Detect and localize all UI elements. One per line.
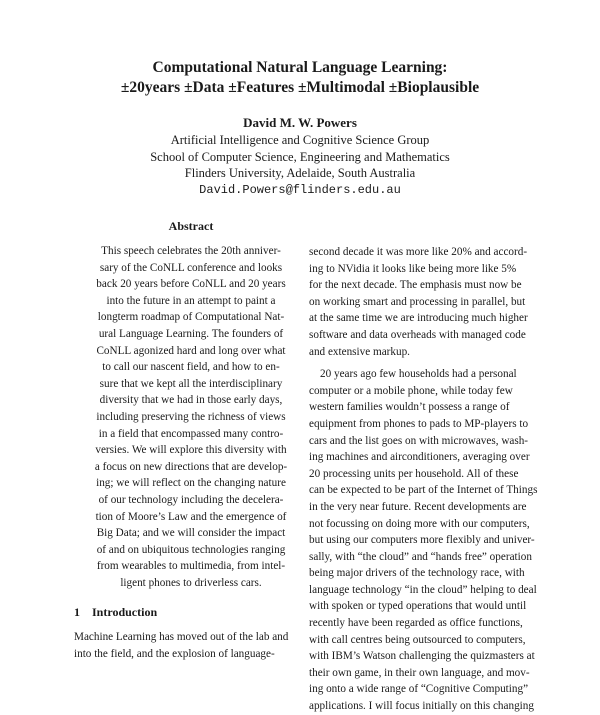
body-line: 20 years ago few households had a personal — [320, 368, 517, 381]
abstract-line: of and on ubiquitous technologies ranging — [96, 543, 286, 556]
abstract-line: a focus on new directions that are develop- — [94, 460, 288, 473]
abstract-line: Big Data; and we will consider the impact — [96, 527, 286, 540]
abstract-line: This speech celebrates the 20th anniver- — [101, 245, 281, 257]
affiliation-line: Flinders University, Adelaide, South Australia — [184, 166, 416, 180]
section-heading-introduction — [74, 604, 294, 620]
abstract-line: ing; we will reflect on the changing nature — [96, 477, 286, 490]
intro-line: Machine Learning has moved out of the lab and — [74, 631, 289, 644]
body-line: their own game, in their own language, and mov- — [309, 666, 530, 679]
abstract-line: of our technology including the decelera- — [98, 493, 284, 506]
abstract-line: sure that we kept all the interdisciplinary — [99, 377, 283, 390]
body-line: ing machines and airconditioners, averaging over — [309, 451, 530, 464]
abstract-line: in a field that encompassed many contro- — [98, 427, 284, 440]
body-line: language technology “in the cloud” helping to deal — [309, 583, 537, 596]
body-line: can be expected to be part of the Internet of Things — [309, 484, 538, 497]
abstract-line: ural Language Learning. The founders of — [98, 327, 284, 340]
right-paragraph-1 — [309, 244, 530, 360]
abstract-body — [88, 243, 294, 591]
section-number: 1 — [74, 605, 80, 620]
body-line: western families wouldn’t possess a range of — [309, 401, 510, 414]
body-line: but using our computers more flexibly and univer- — [309, 534, 535, 547]
abstract-line: tion of Moore’s Law and the emergence of — [95, 510, 287, 523]
abstract-line: back 20 years before CoNLL and 20 years — [96, 278, 286, 291]
author-email[interactable]: David.Powers@flinders.edu.au — [199, 182, 401, 197]
right-column — [309, 244, 538, 715]
body-line: not focussing on doing more with our computers, — [309, 517, 530, 530]
right-paragraph-2 — [309, 366, 538, 714]
abstract-heading: Abstract — [168, 219, 214, 233]
paper-title-line-1: Computational Natural Language Learning: — [152, 59, 448, 76]
paper-title-line-2: ±20years ±Data ±Features ±Multimodal ±Bioplausible — [120, 79, 480, 96]
body-line: computer or a mobile phone, while today few — [309, 384, 513, 397]
intro-line: into the field, and the explosion of language- — [74, 648, 275, 661]
body-line: with spoken or typed operations that would until — [309, 600, 527, 613]
affiliation-line: Artificial Intelligence and Cognitive Science Group — [170, 133, 430, 147]
body-line: software and data overheads with managed code — [309, 328, 526, 341]
abstract-line: ligent phones to driverless cars. — [120, 576, 262, 589]
body-line: for the next decade. The emphasis must now be — [309, 279, 522, 292]
body-line: 20 processing units per household. All of these — [309, 467, 519, 480]
body-line: recently have been regarded as office functions, — [309, 617, 523, 630]
body-line: cars and the list goes on with microwaves, wash- — [309, 434, 529, 447]
body-line: equipment from phones to pads to MP-players to — [309, 417, 529, 430]
title-block — [0, 58, 600, 198]
body-line: ing to NVidia it looks like being more like 5% — [309, 262, 517, 275]
left-column — [74, 218, 294, 663]
section-title: Introduction — [92, 605, 158, 620]
body-line: applications. I will focus initially on this changing — [309, 700, 534, 713]
body-line: sally, with “the cloud” and “hands free” operation — [309, 550, 532, 563]
body-line: second decade it was more like 20% and accord- — [309, 246, 528, 258]
abstract-line: including preserving the richness of views — [96, 410, 286, 423]
body-line: in the very near future. Recent developments are — [309, 500, 527, 513]
body-line: on working smart and processing in parallel, but — [309, 295, 526, 308]
abstract-line: from wearables to multimedia, from intel- — [96, 560, 286, 573]
body-line: being major drivers of the technology race, with — [309, 567, 525, 580]
abstract-line: to call our nascent field, and how to en- — [102, 361, 280, 374]
body-line: at the same time we are introducing much higher — [309, 312, 528, 325]
body-line: with IBM’s Watson challenging the quizmasters at — [309, 650, 535, 663]
abstract-line: sary of the CoNLL conference and looks — [99, 261, 283, 274]
body-line: with call centres being outsourced to computers, — [309, 633, 526, 646]
body-line: ing onto a wide range of “Cognitive Computing” — [309, 683, 529, 696]
body-line: and extensive markup. — [309, 345, 410, 358]
abstract-line: into the future in an attempt to paint a — [106, 294, 276, 307]
abstract-line: longterm roadmap of Computational Nat- — [97, 311, 285, 324]
affiliation-line: School of Computer Science, Engineering and Mathematics — [150, 149, 450, 164]
abstract-line: diversity that we had in those early days, — [99, 394, 283, 407]
abstract-line: CoNLL agonized hard and long over what — [96, 344, 286, 357]
abstract-line: versies. We will explore this diversity with — [95, 444, 287, 457]
author-name: David M. W. Powers — [243, 115, 357, 130]
